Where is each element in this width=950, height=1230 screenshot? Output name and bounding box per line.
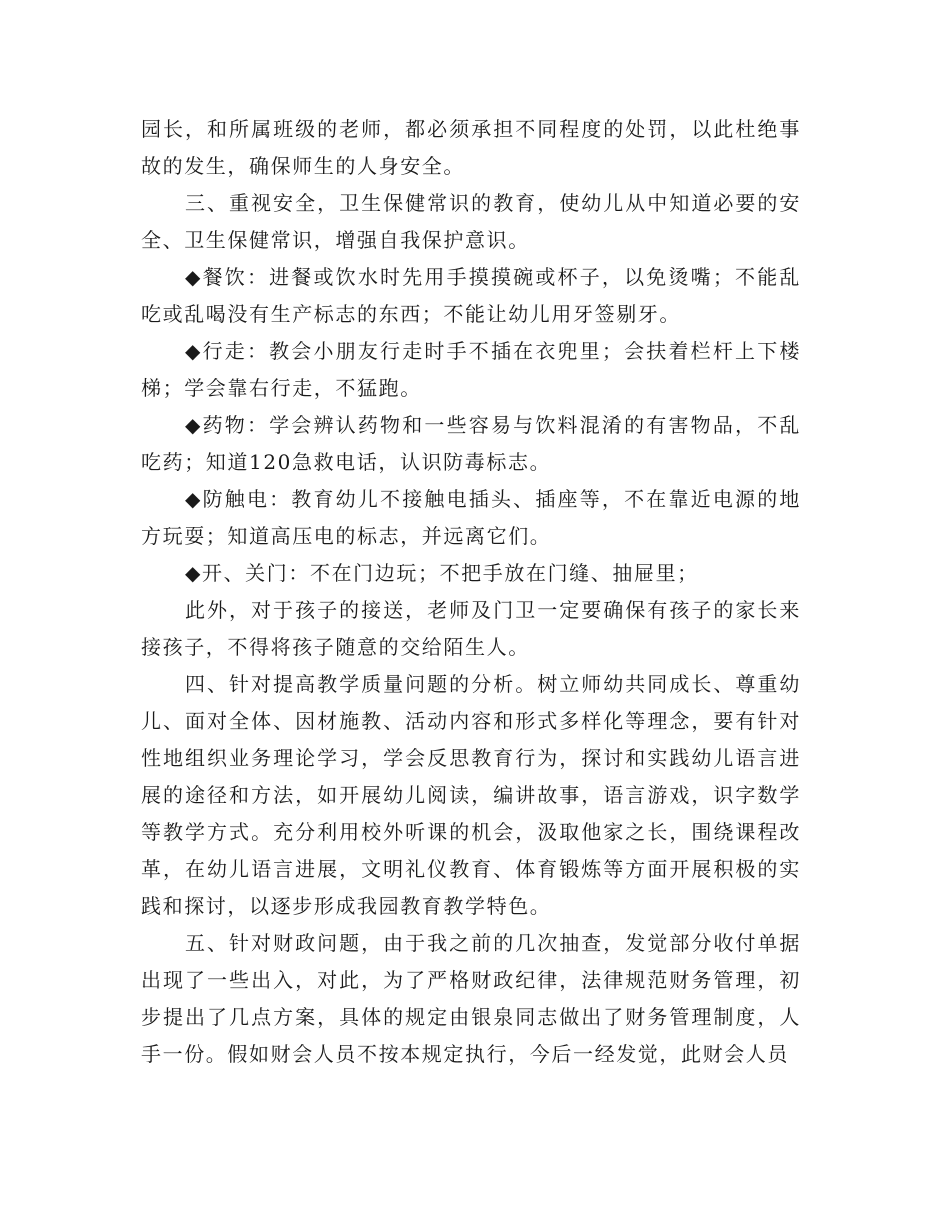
paragraph-6: ◆防触电：教育幼儿不接触电插头、插座等，不在靠近电源的地方玩耍；知道高压电的标志，并远离它们。 bbox=[141, 487, 801, 548]
paragraph-2: 三、重视安全，卫生保健常识的教育，使幼儿从中知道必要的安全、卫生保健常识，增强自我保护意识。 bbox=[141, 191, 801, 252]
document-body bbox=[141, 111, 801, 1073]
paragraph-5: ◆药物：学会辨认药物和一些容易与饮料混淆的有害物品，不乱吃药；知道120急救电话，认识防毒标志。 bbox=[141, 413, 801, 474]
paragraph-7: ◆开、关门：不在门边玩；不把手放在门缝、抽屉里； bbox=[185, 561, 699, 585]
paragraph-9: 四、针对提高教学质量问题的分析。树立师幼共同成长、尊重幼儿、面对全体、因材施教、活动内容和形式多样化等理念，要有针对性地组织业务理论学习，学会反思教育行为，探讨和实践幼儿语言进展的途径和方法，如开展幼儿阅读，编讲故事，语言游戏，识字数学等教学方式。充分利用校外听课的机会，汲取他家之长，围绕课程改革，在幼儿语言进展，文明礼仪教育、体育锻炼等方面开展积极的实践和探讨，以逐步形成我园教育教学特色。 bbox=[141, 672, 801, 918]
paragraph-8: 此外，对于孩子的接送，老师及门卫一定要确保有孩子的家长来接孩子，不得将孩子随意的交给陌生人。 bbox=[141, 598, 801, 659]
paragraph-4: ◆行走：教会小朋友行走时手不插在衣兜里；会扶着栏杆上下楼梯；学会靠右行走，不猛跑。 bbox=[141, 339, 801, 400]
paragraph-3: ◆餐饮：进餐或饮水时先用手摸摸碗或杯子，以免烫嘴；不能乱吃或乱喝没有生产标志的东西；不能让幼儿用牙签剔牙。 bbox=[141, 265, 801, 326]
paragraph-1: 园长，和所属班级的老师，都必须承担不同程度的处罚，以此杜绝事故的发生，确保师生的人身安全。 bbox=[141, 117, 801, 178]
paragraph-10: 五、针对财政问题，由于我之前的几次抽查，发觉部分收付单据出现了一些出入，对此，为了严格财政纪律，法律规范财务管理，初步提出了几点方案，具体的规定由银泉同志做出了财务管理制度，人手一份。假如财会人员不按本规定执行，今后一经发觉，此财会人员 bbox=[141, 931, 801, 1066]
